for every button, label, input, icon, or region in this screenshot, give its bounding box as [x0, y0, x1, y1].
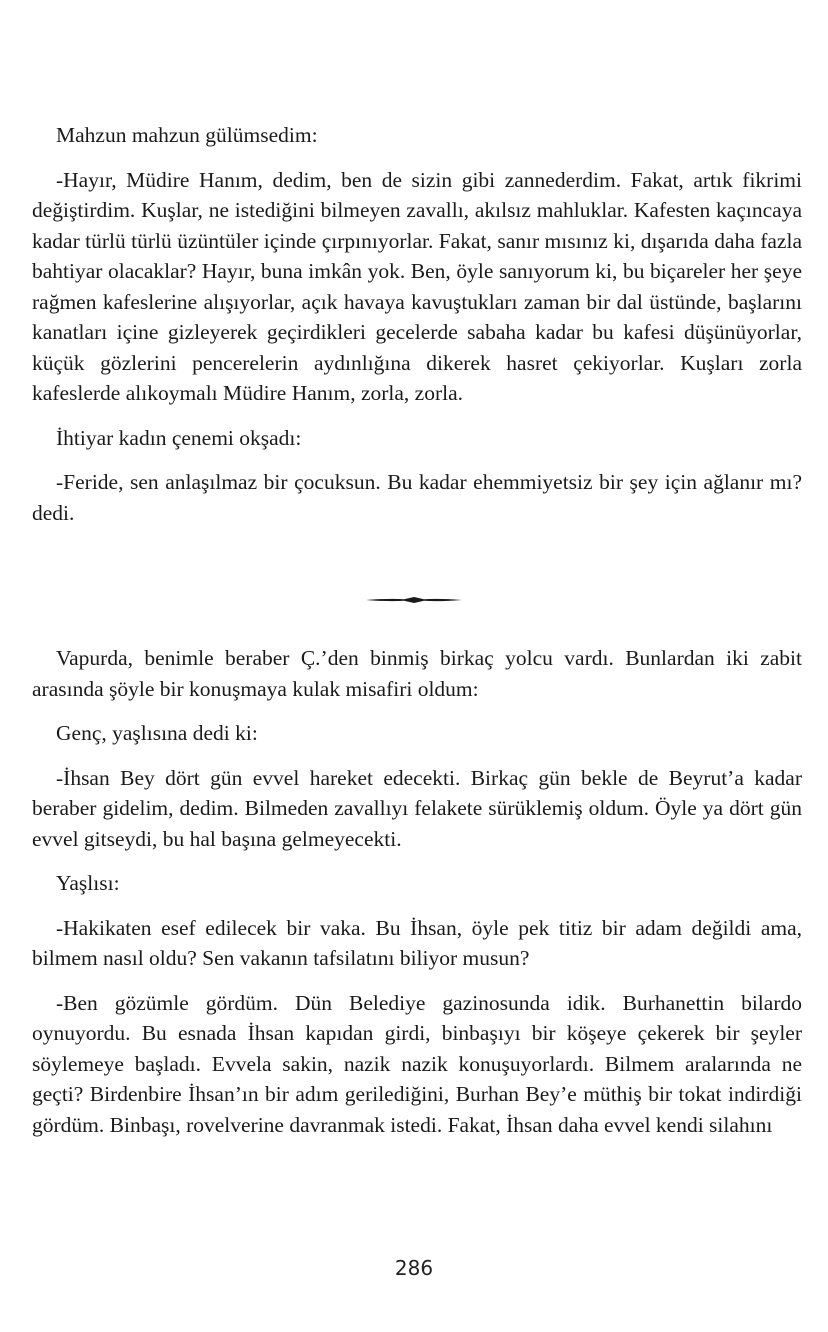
paragraph: Yaşlısı: — [56, 871, 120, 895]
paragraph: İhtiyar kadın çenemi okşadı: — [56, 425, 302, 450]
section-divider-ornament-icon — [364, 592, 464, 608]
section-two-text — [32, 643, 802, 1154]
section-one-text — [32, 120, 802, 542]
page-number: 286 — [394, 1256, 434, 1280]
paragraph: Vapurda, benimle beraber Ç.’den binmiş birkaç yolcu vardı. Bunlardan iki zabit arasında şöyle bir konuşmaya kulak misafiri oldum: — [32, 646, 802, 701]
paragraph: -İhsan Bey dört gün evvel hareket edecekti. Birkaç gün bekle de Beyrut’a kadar beraber gidelim, dedim. Bilmeden zavallıyı felakete sürüklemiş oldum. Öyle ya dört gün evvel gitseydi, bu hal başına gelmeyecekti. — [32, 765, 802, 851]
paragraph: Genç, yaşlısına dedi ki: — [56, 721, 258, 745]
paragraph: -Feride, sen anlaşılmaz bir çocuksun. Bu kadar ehemmiyetsiz bir şey için ağlanır mı? dedi. — [32, 470, 802, 525]
paragraph: -Hayır, Müdire Hanım, dedim, ben de sizin gibi zannederdim. Fakat, artık fikrimi değiştirdim. Kuşlar, ne istediğini bilmeyen zavallı, akılsız mahluklar. Kafesten kaçıncaya kadar türlü türlü üzüntüler içinde çırpınıyorlar. Fakat, sanır mısınız ki, dışarıda daha fazla bahtiyar olacaklar? Hayır, buna imkân yok. Ben, öyle sanıyorum ki, bu biçareler her şeye rağmen kafeslerine alışıyorlar, açık havaya kavuştukları zaman bir dal üstünde, başlarını kanatları içine gizleyerek geçirdikleri gecelerde sabaha kadar bu kafesi düşünüyorlar, küçük gözlerini pencerelerin aydınlığına dikerek hasret çekiyorlar. Kuşları zorla kafeslerde alıkoymalı Müdire Hanım, zorla, zorla. — [32, 167, 802, 405]
paragraph: -Hakikaten esef edilecek bir vaka. Bu İhsan, öyle pek titiz bir adam değildi ama, bilmem nasıl oldu? Sen vakanın tafsilatını biliyor musun? — [32, 915, 802, 970]
paragraph: Mahzun mahzun gülümsedim: — [56, 123, 318, 147]
paragraph: -Ben gözümle gördüm. Dün Belediye gazinosunda idik. Burhanettin bilardo oynuyordu. Bu esnada İhsan kapıdan girdi, binbaşıyı bir köşeye çekerek bir şeyler söylemeye başladı. Evvela sakin, nazik nazik konuşuyorlardı. Bilmem aralarında ne geçti? Birdenbire İhsan’ın bir adım gerilediğini, Burhan Bey’e müthiş bir tokat indirdiği gördüm. Binbaşı, rovelverine davranmak istedi. Fakat, İhsan daha evvel kendi silahını — [32, 990, 802, 1137]
